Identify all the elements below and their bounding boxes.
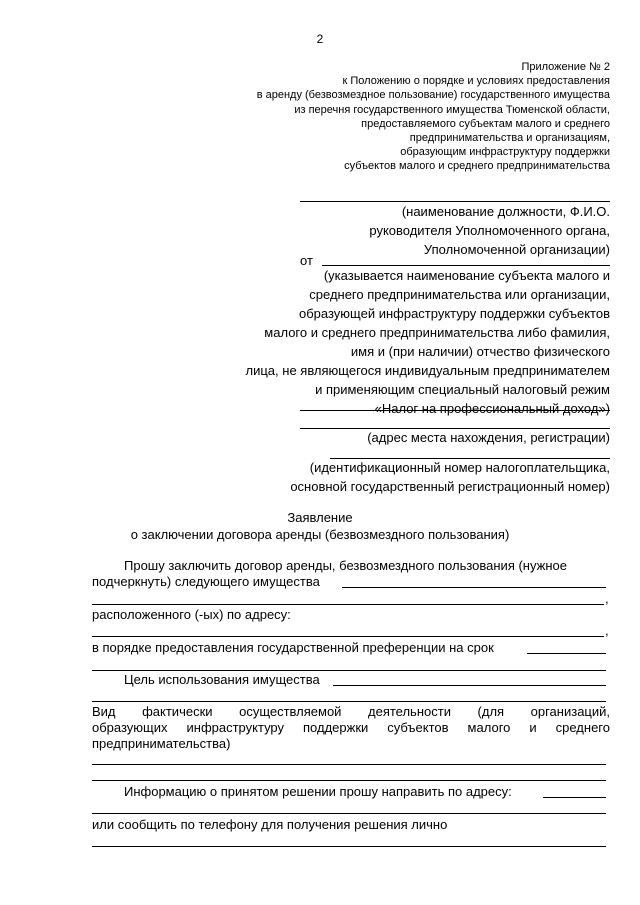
page-number: 2 bbox=[316, 32, 324, 46]
from-label: от bbox=[300, 253, 313, 268]
activity-text-line3: предпринимательства) bbox=[92, 736, 231, 751]
activity-text-line1: Вид фактически осуществляемой деятельности (для организаций, bbox=[92, 704, 610, 719]
send-address-fill-line[interactable] bbox=[543, 797, 606, 798]
send-address-extra-line[interactable] bbox=[92, 813, 606, 814]
term-label: в порядке предоставления государственной преференции на срок bbox=[92, 640, 494, 655]
appendix-line: в аренду (безвозмездное пользование) государственного имущества bbox=[256, 89, 610, 102]
caption-line: Уполномоченной организации) bbox=[423, 242, 610, 257]
term-fill-line[interactable] bbox=[527, 653, 606, 654]
appendix-heading bbox=[190, 60, 610, 174]
appendix-line: субъектов малого и среднего предпринимательства bbox=[344, 160, 610, 173]
appendix-line: предпринимательства и организациям, bbox=[409, 132, 610, 145]
located-label: расположенного (-ых) по адресу: bbox=[92, 607, 291, 622]
caption-line: и применяющим специальный налоговый режим bbox=[315, 382, 610, 397]
caption-line: образующей инфраструктуру поддержки субъектов bbox=[299, 306, 610, 321]
caption-line: руководителя Уполномоченного органа, bbox=[369, 223, 610, 238]
activity-fill-line[interactable] bbox=[92, 780, 606, 781]
address-fill-line[interactable] bbox=[300, 410, 610, 411]
appendix-line: из перечня государственного имущества Тюменской области, bbox=[294, 103, 610, 116]
caption-line: (наименование должности, Ф.И.О. bbox=[401, 204, 610, 219]
comma: , bbox=[605, 623, 609, 638]
purpose-label: Цель использования имущества bbox=[124, 672, 320, 687]
caption-line: (идентификационный номер налогоплательщика, bbox=[309, 460, 610, 475]
comma: , bbox=[605, 591, 609, 606]
purpose-extra-line[interactable] bbox=[92, 701, 606, 702]
position-caption bbox=[190, 202, 610, 259]
appendix-line: к Положению о порядке и условиях предоставления bbox=[342, 75, 610, 88]
request-text-line2: подчеркнуть) следующего имущества bbox=[92, 574, 320, 589]
caption-line: лица, не являющегося индивидуальным предпринимателем bbox=[245, 363, 610, 378]
phone-fill-line[interactable] bbox=[92, 846, 606, 847]
appendix-line: образующим инфраструктуру поддержки bbox=[400, 146, 610, 159]
property-fill-line[interactable] bbox=[92, 604, 604, 605]
appendix-line: предоставляемого субъектам малого и среднего bbox=[361, 117, 610, 130]
purpose-fill-line[interactable] bbox=[333, 685, 606, 686]
document-subtitle: о заключении договора аренды (безвозмездного пользования) bbox=[130, 527, 510, 542]
appendix-line: Приложение № 2 bbox=[521, 61, 610, 73]
caption-line: «Налог на профессиональный доход») bbox=[374, 401, 610, 416]
document-title: Заявление bbox=[287, 510, 353, 525]
property-fill-line[interactable] bbox=[342, 587, 606, 588]
send-info-label: Информацию о принятом решении прошу направить по адресу: bbox=[124, 784, 512, 799]
activity-fill-line[interactable] bbox=[92, 764, 606, 765]
address-caption: (адрес места нахождения, регистрации) bbox=[367, 430, 610, 445]
applicant-caption bbox=[190, 266, 610, 418]
caption-line: основной государственный регистрационный номер) bbox=[290, 479, 610, 494]
caption-line: малого и среднего предпринимательства либо фамилия, bbox=[264, 325, 610, 340]
request-text-line1: Прошу заключить договор аренды, безвозмездного пользования (нужное bbox=[124, 558, 567, 573]
ids-caption bbox=[190, 458, 610, 496]
phone-label: или сообщить по телефону для получения решения лично bbox=[92, 817, 448, 832]
activity-text-line2: образующих инфраструктуру поддержки субъектов малого и среднего bbox=[92, 720, 610, 735]
caption-line: имя и (при наличии) отчество физического bbox=[350, 344, 610, 359]
caption-line: (указывается наименование субъекта малого и bbox=[323, 268, 610, 283]
caption-line: среднего предпринимательства или организации, bbox=[309, 287, 610, 302]
address-property-fill-line[interactable] bbox=[92, 636, 604, 637]
